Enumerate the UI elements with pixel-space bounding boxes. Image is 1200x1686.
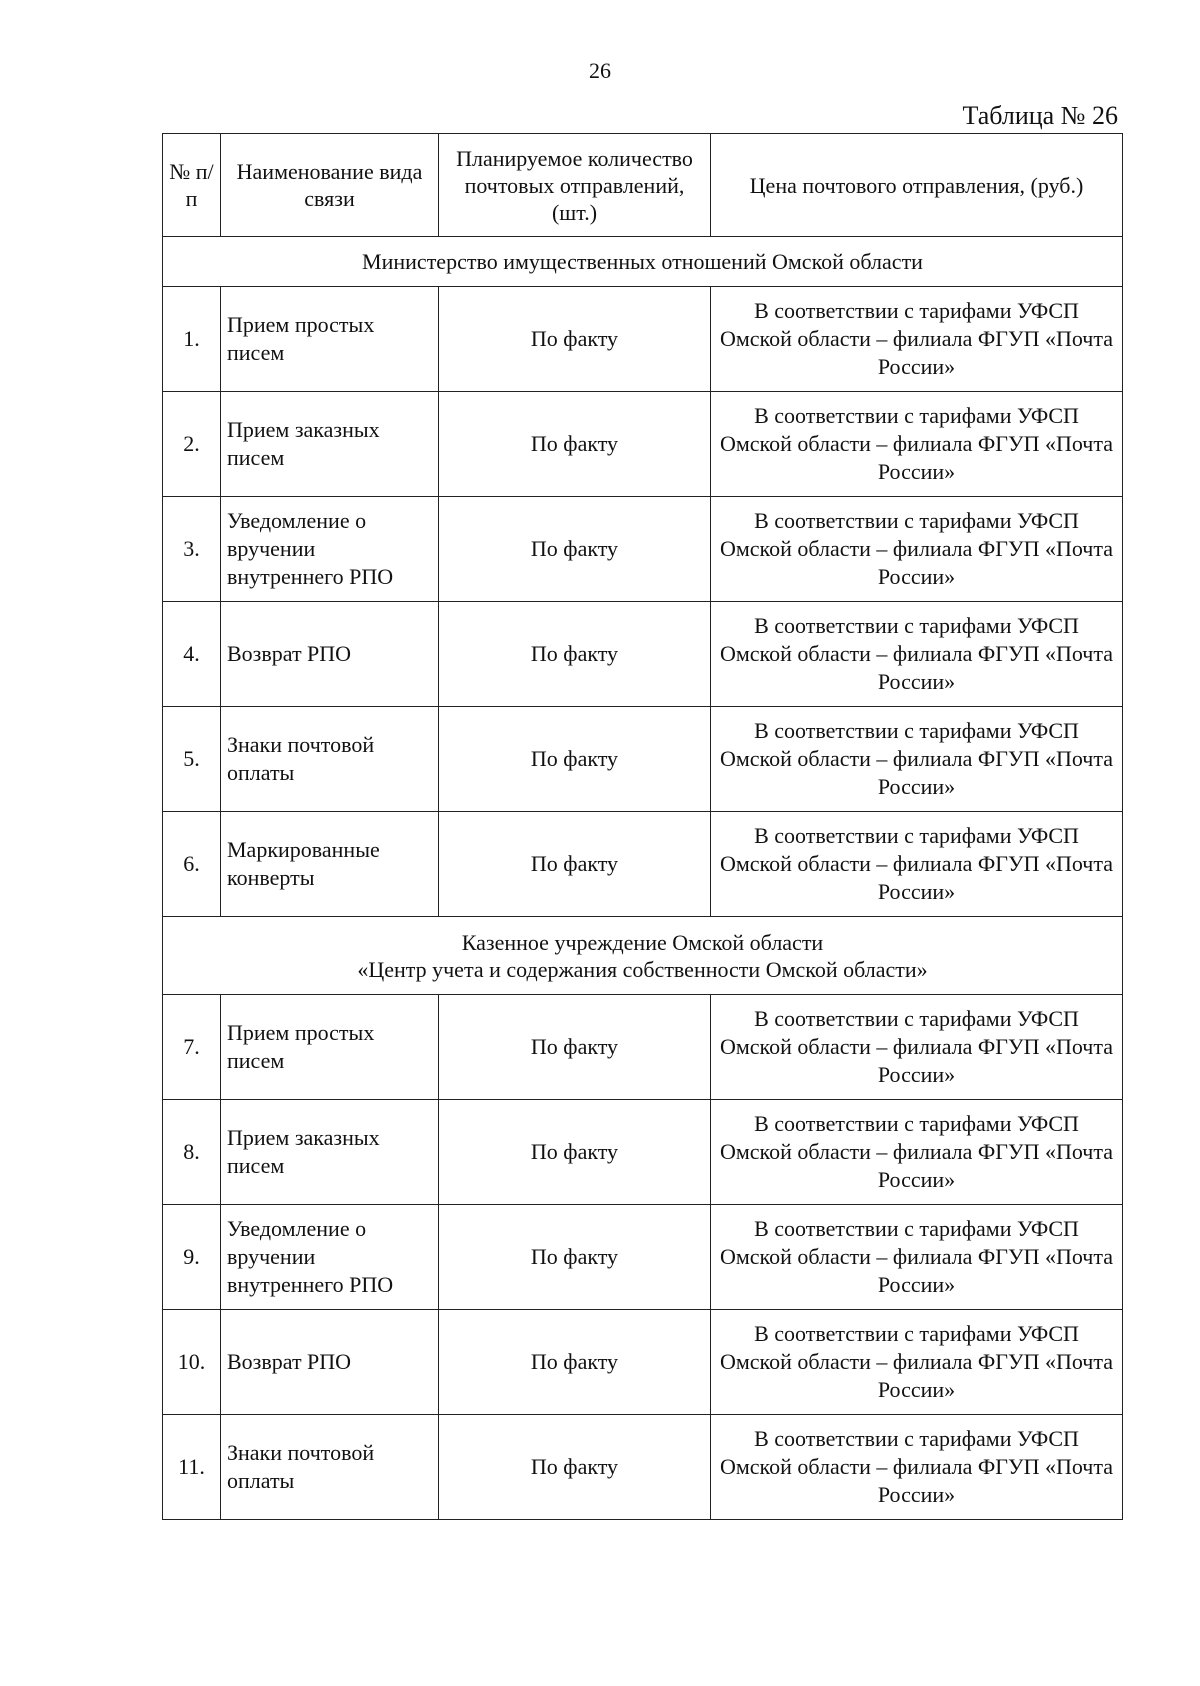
service-name: Прием заказных писем	[221, 392, 439, 497]
row-number: 11.	[163, 1415, 221, 1520]
price-description: В соответствии с тарифами УФСП Омской области – филиала ФГУП «Почта России»	[711, 1100, 1123, 1205]
planned-quantity: По факту	[439, 995, 711, 1100]
row-number: 8.	[163, 1100, 221, 1205]
service-name: Возврат РПО	[221, 602, 439, 707]
service-name: Возврат РПО	[221, 1310, 439, 1415]
planned-quantity: По факту	[439, 1310, 711, 1415]
planned-quantity: По факту	[439, 1205, 711, 1310]
header-price: Цена почтового отправления, (руб.)	[711, 134, 1123, 237]
price-description: В соответствии с тарифами УФСП Омской области – филиала ФГУП «Почта России»	[711, 602, 1123, 707]
price-description: В соответствии с тарифами УФСП Омской области – филиала ФГУП «Почта России»	[711, 812, 1123, 917]
price-description: В соответствии с тарифами УФСП Омской области – филиала ФГУП «Почта России»	[711, 497, 1123, 602]
page-number: 26	[589, 58, 611, 83]
table-row	[163, 392, 1123, 497]
planned-quantity: По факту	[439, 602, 711, 707]
table-row	[163, 1100, 1123, 1205]
section-title: Министерство имущественных отношений Омской области	[163, 237, 1123, 287]
table-row	[163, 1205, 1123, 1310]
service-name: Знаки почтовой оплаты	[221, 1415, 439, 1520]
service-name: Маркированные конверты	[221, 812, 439, 917]
header-planned-quantity: Планируемое количество почтовых отправлений, (шт.)	[439, 134, 711, 237]
price-description: В соответствии с тарифами УФСП Омской области – филиала ФГУП «Почта России»	[711, 1310, 1123, 1415]
table-caption: Таблица № 26	[962, 101, 1118, 130]
price-description: В соответствии с тарифами УФСП Омской области – филиала ФГУП «Почта России»	[711, 287, 1123, 392]
row-number: 4.	[163, 602, 221, 707]
table-row	[163, 497, 1123, 602]
planned-quantity: По факту	[439, 392, 711, 497]
row-number: 1.	[163, 287, 221, 392]
table-row	[163, 995, 1123, 1100]
section-header-row	[163, 237, 1123, 287]
service-name: Прием простых писем	[221, 287, 439, 392]
table-header-row	[163, 134, 1123, 237]
row-number: 10.	[163, 1310, 221, 1415]
price-description: В соответствии с тарифами УФСП Омской области – филиала ФГУП «Почта России»	[711, 1205, 1123, 1310]
planned-quantity: По факту	[439, 1100, 711, 1205]
table-body	[163, 237, 1123, 1520]
price-description: В соответствии с тарифами УФСП Омской области – филиала ФГУП «Почта России»	[711, 392, 1123, 497]
table-row	[163, 1310, 1123, 1415]
service-name: Уведомление о вручении внутреннего РПО	[221, 497, 439, 602]
header-service-name: Наименование вида связи	[221, 134, 439, 237]
table-row	[163, 287, 1123, 392]
table-row	[163, 1415, 1123, 1520]
table-row	[163, 812, 1123, 917]
row-number: 5.	[163, 707, 221, 812]
price-description: В соответствии с тарифами УФСП Омской области – филиала ФГУП «Почта России»	[711, 1415, 1123, 1520]
planned-quantity: По факту	[439, 1415, 711, 1520]
planned-quantity: По факту	[439, 287, 711, 392]
section-header-row	[163, 917, 1123, 995]
row-number: 6.	[163, 812, 221, 917]
planned-quantity: По факту	[439, 812, 711, 917]
row-number: 2.	[163, 392, 221, 497]
row-number: 3.	[163, 497, 221, 602]
price-description: В соответствии с тарифами УФСП Омской области – филиала ФГУП «Почта России»	[711, 995, 1123, 1100]
service-name: Уведомление о вручении внутреннего РПО	[221, 1205, 439, 1310]
service-name: Знаки почтовой оплаты	[221, 707, 439, 812]
row-number: 9.	[163, 1205, 221, 1310]
price-description: В соответствии с тарифами УФСП Омской области – филиала ФГУП «Почта России»	[711, 707, 1123, 812]
postal-tariffs-table	[162, 133, 1123, 1520]
service-name: Прием заказных писем	[221, 1100, 439, 1205]
section-title: Казенное учреждение Омской области «Центр учета и содержания собственности Омской области»	[163, 917, 1123, 995]
row-number: 7.	[163, 995, 221, 1100]
service-name: Прием простых писем	[221, 995, 439, 1100]
planned-quantity: По факту	[439, 497, 711, 602]
table-row	[163, 707, 1123, 812]
table-row	[163, 602, 1123, 707]
planned-quantity: По факту	[439, 707, 711, 812]
header-number: № п/п	[163, 134, 221, 237]
